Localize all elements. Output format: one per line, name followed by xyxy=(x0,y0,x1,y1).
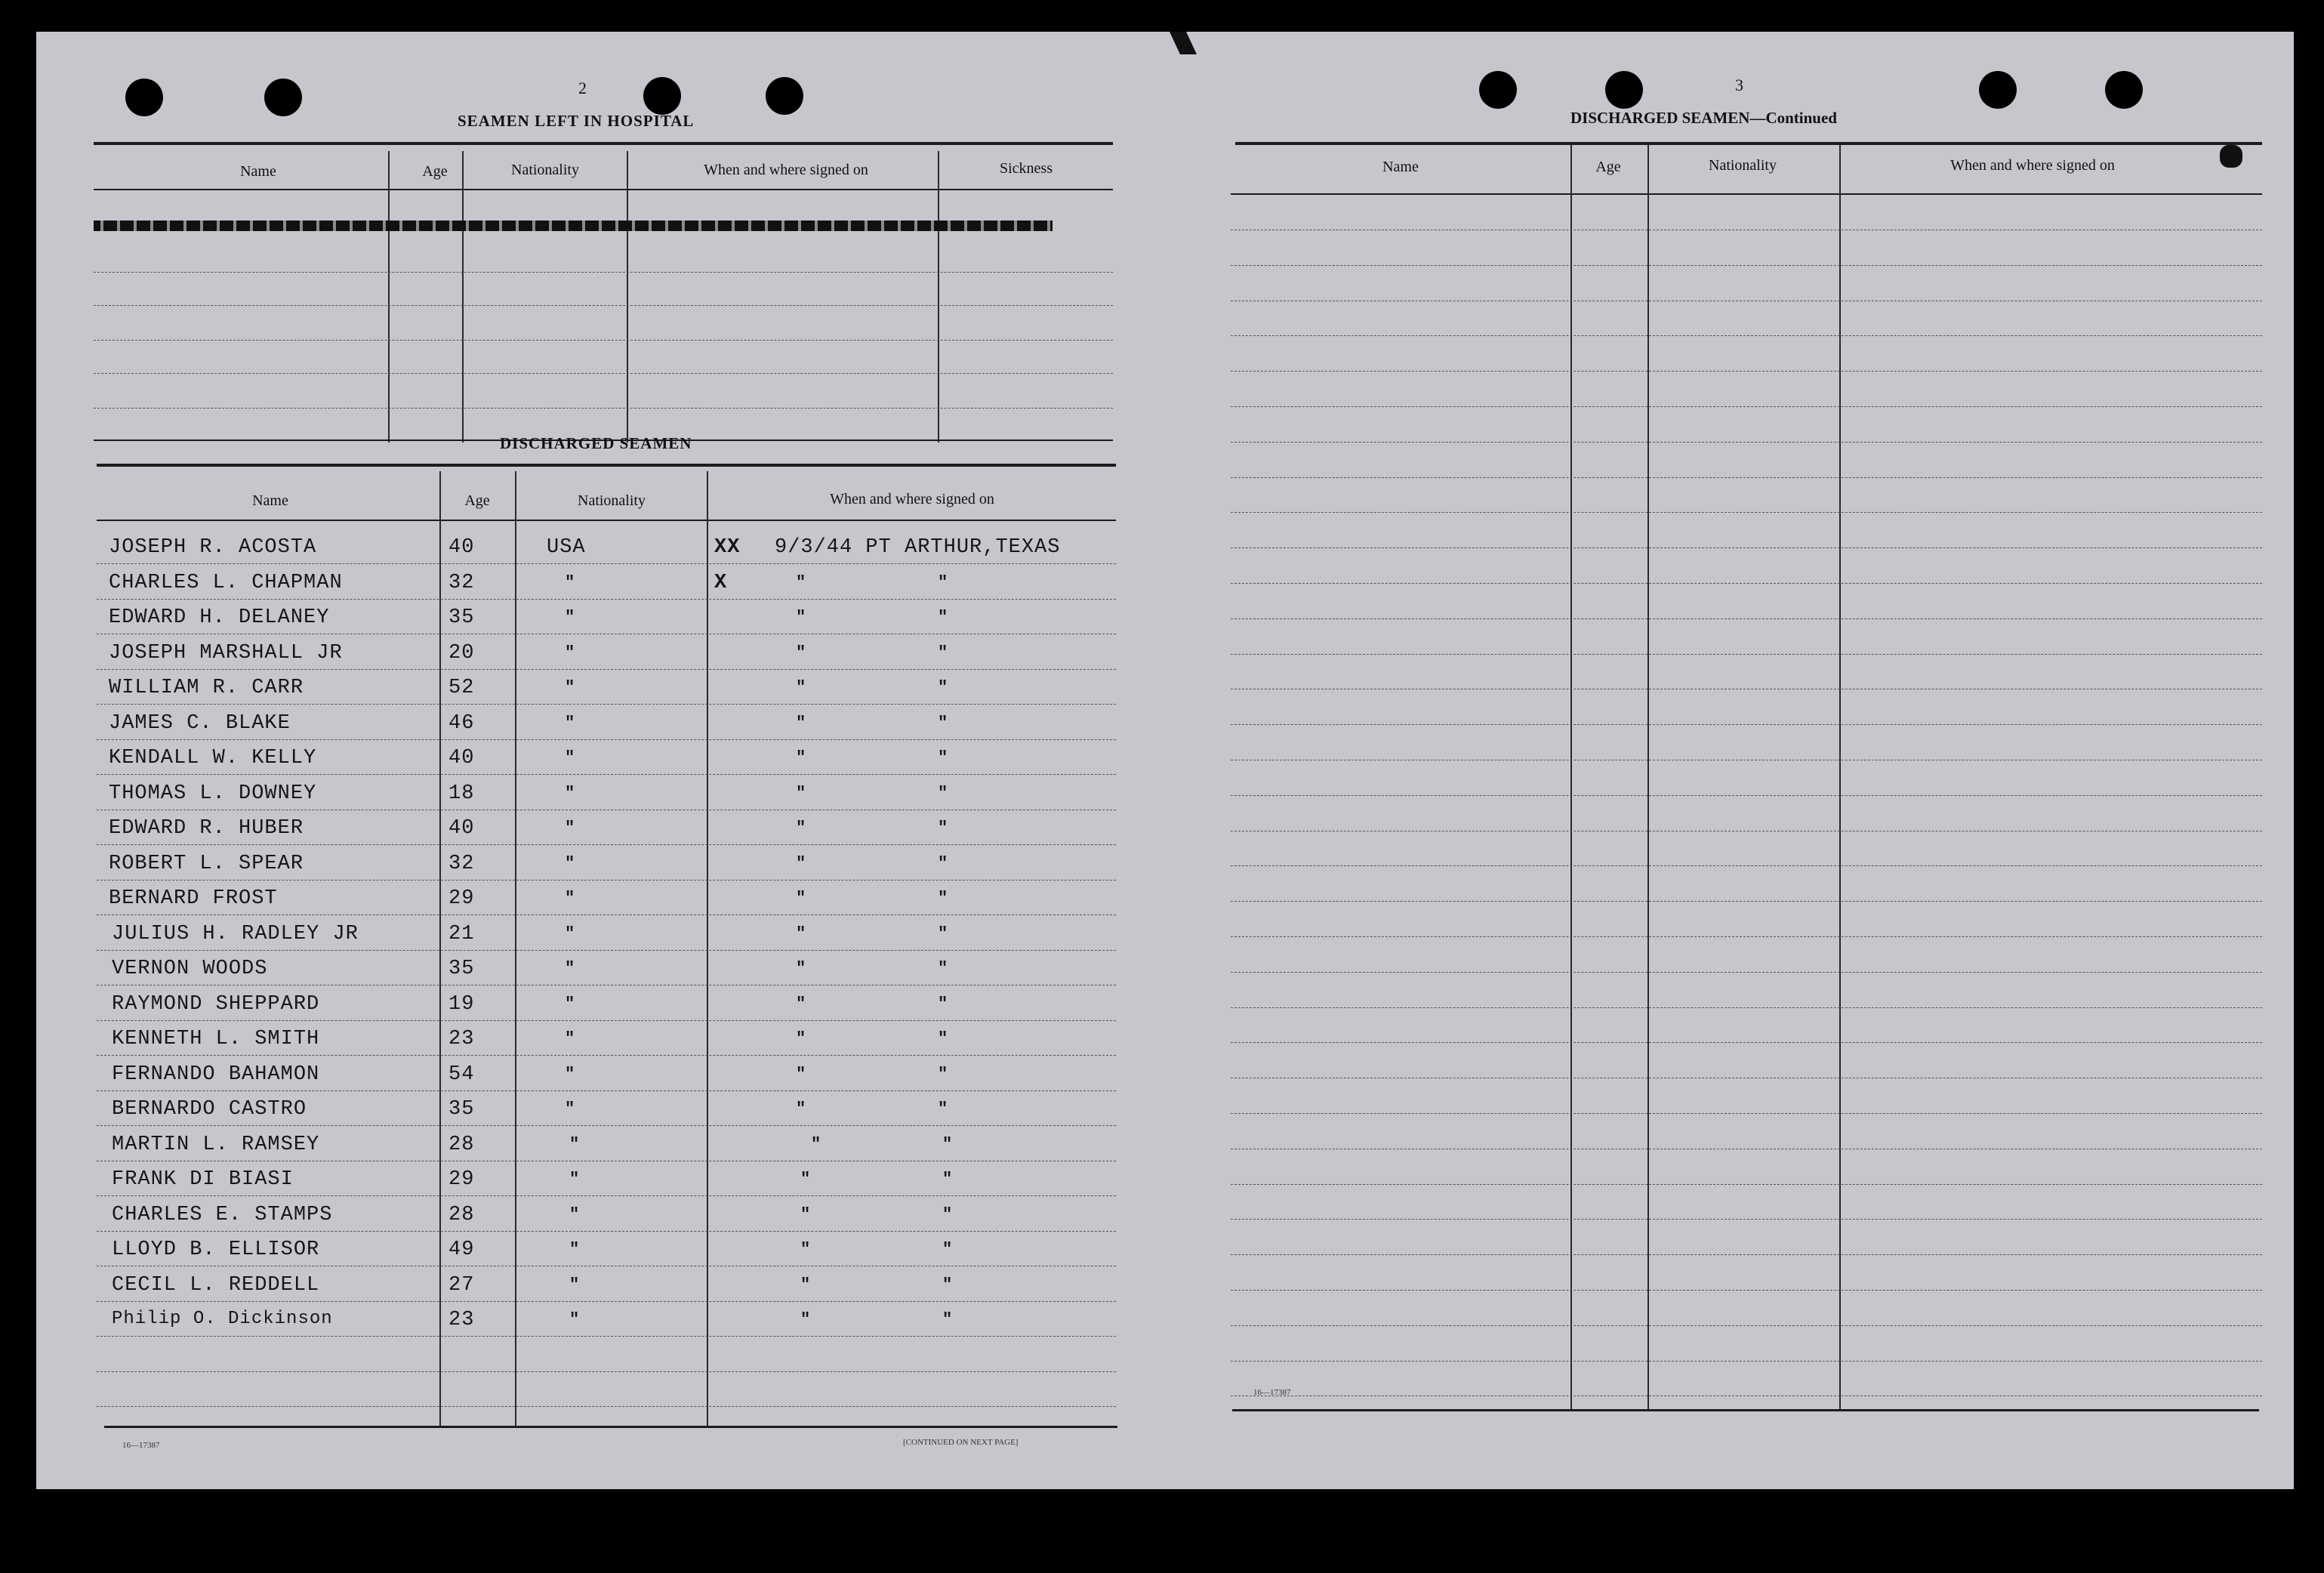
struck-out-line xyxy=(94,221,1053,231)
ditto-place: " xyxy=(938,1100,948,1118)
ditto-nationality: " xyxy=(565,924,575,943)
seaman-name: ROBERT L. SPEAR xyxy=(109,852,304,875)
ditto-date: " xyxy=(796,678,806,697)
row-line xyxy=(97,950,1116,951)
row-line xyxy=(1231,618,2262,619)
ditto-nationality: " xyxy=(565,819,575,837)
hospital-row-line xyxy=(94,340,1113,341)
row-line xyxy=(1231,901,2262,902)
seaman-age: 40 xyxy=(448,747,475,770)
row-line xyxy=(97,599,1116,600)
right-bottom-rule xyxy=(1232,1409,2259,1411)
seaman-age: 28 xyxy=(448,1203,475,1226)
discharged-divider xyxy=(439,471,441,1426)
ditto-date: " xyxy=(811,1134,821,1154)
ditto-nationality: " xyxy=(565,713,575,733)
ditto-date: " xyxy=(796,1100,806,1118)
seaman-name: VERNON WOODS xyxy=(112,958,268,980)
hospital-divider xyxy=(462,151,464,443)
ditto-date: " xyxy=(800,1275,811,1294)
row-line xyxy=(97,669,1116,670)
ditto-place: " xyxy=(938,748,948,767)
ditto-place: " xyxy=(938,572,948,592)
seaman-age: 29 xyxy=(448,887,475,910)
row-line xyxy=(1231,442,2262,443)
hospital-col-age: Age xyxy=(422,163,448,180)
ditto-place: " xyxy=(942,1134,953,1154)
ditto-place: " xyxy=(942,1310,953,1329)
seaman-name: EDWARD R. HUBER xyxy=(109,817,304,840)
seaman-age: 18 xyxy=(448,782,475,805)
ditto-place: " xyxy=(938,924,948,943)
row-line xyxy=(1231,724,2262,725)
row-line xyxy=(1231,477,2262,478)
struck-prefix: X xyxy=(714,571,728,594)
ditto-date: " xyxy=(800,1310,811,1329)
punch-hole xyxy=(1605,71,1643,109)
struck-prefix: XX xyxy=(714,536,741,559)
ditto-place: " xyxy=(938,678,948,697)
discharged-col-age: Age xyxy=(464,492,490,509)
right-section-title xyxy=(1570,109,1837,128)
ditto-nationality: " xyxy=(569,1134,580,1154)
seaman-age: 35 xyxy=(448,1098,475,1121)
ditto-nationality: " xyxy=(569,1240,580,1259)
row-line xyxy=(97,1231,1116,1232)
punch-hole xyxy=(1979,71,2017,109)
ditto-date: " xyxy=(796,819,806,837)
ditto-place: " xyxy=(938,819,948,837)
row-line xyxy=(1231,406,2262,407)
row-line xyxy=(97,563,1116,564)
discharged-top-rule xyxy=(97,464,1116,467)
right-title-suffix: —Continued xyxy=(1749,109,1837,127)
row-line xyxy=(1231,335,2262,336)
row-line xyxy=(1231,654,2262,655)
row-line xyxy=(1231,1290,2262,1291)
ditto-nationality: " xyxy=(565,889,575,908)
discharged-bottom-rule xyxy=(104,1426,1117,1428)
tear-mark xyxy=(1170,32,1197,54)
right-divider xyxy=(1647,145,1649,1411)
seaman-name: LLOYD B. ELLISOR xyxy=(112,1238,320,1261)
right-top-rule xyxy=(1235,142,2262,145)
seaman-age: 23 xyxy=(448,1309,475,1331)
seaman-name: Philip O. Dickinson xyxy=(112,1309,333,1329)
seaman-name: THOMAS L. DOWNEY xyxy=(109,782,317,805)
row-line xyxy=(97,880,1116,881)
seaman-age: 23 xyxy=(448,1028,475,1050)
ditto-place: " xyxy=(938,959,948,978)
ditto-place: " xyxy=(942,1275,953,1294)
row-line xyxy=(1231,936,2262,937)
ditto-date: " xyxy=(796,713,806,733)
punch-hole xyxy=(264,79,302,116)
ditto-nationality: " xyxy=(565,853,575,873)
ditto-nationality: " xyxy=(569,1310,580,1329)
discharged-col-name: Name xyxy=(252,492,288,509)
ditto-nationality: " xyxy=(569,1275,580,1294)
left-form-number: 16—17387 xyxy=(122,1441,160,1450)
ditto-nationality: " xyxy=(565,994,575,1013)
seaman-age: 40 xyxy=(448,536,475,559)
seaman-age: 52 xyxy=(448,677,475,699)
ditto-nationality: " xyxy=(565,959,575,978)
hospital-divider xyxy=(627,151,628,443)
seaman-name: KENNETH L. SMITH xyxy=(112,1028,320,1050)
right-title-main: DISCHARGED SEAMEN xyxy=(1570,109,1750,127)
row-line xyxy=(97,1020,1116,1021)
ditto-place: " xyxy=(942,1240,953,1259)
hospital-section-title: SEAMEN LEFT IN HOSPITAL xyxy=(458,112,695,130)
row-line xyxy=(97,1371,1116,1372)
seaman-age: 28 xyxy=(448,1133,475,1156)
row-line xyxy=(97,1301,1116,1302)
ditto-date: " xyxy=(800,1204,811,1224)
seaman-name: MARTIN L. RAMSEY xyxy=(112,1133,320,1156)
ditto-date: " xyxy=(796,853,806,873)
hospital-row-line xyxy=(94,373,1113,374)
right-divider xyxy=(1839,145,1841,1411)
ditto-date: " xyxy=(796,994,806,1013)
ditto-place: " xyxy=(938,1029,948,1048)
seaman-name: JULIUS H. RADLEY JR xyxy=(112,922,359,945)
hospital-col-name: Name xyxy=(240,163,276,180)
seaman-age: 20 xyxy=(448,641,475,665)
right-page-number: 3 xyxy=(1735,76,1743,94)
seaman-name: JOSEPH MARSHALL JR xyxy=(109,641,343,665)
ditto-date: " xyxy=(800,1240,811,1259)
right-divider xyxy=(1570,145,1572,1411)
ditto-nationality: " xyxy=(565,572,575,592)
seaman-age: 46 xyxy=(448,711,475,735)
row-line xyxy=(1231,1007,2262,1008)
row-line xyxy=(1231,1042,2262,1043)
ditto-nationality: " xyxy=(565,643,575,662)
ditto-nationality: " xyxy=(569,1204,580,1224)
hospital-col-signed-on: When and where signed on xyxy=(704,162,868,178)
discharged-col-nationality: Nationality xyxy=(578,492,646,509)
ditto-place: " xyxy=(938,713,948,733)
seaman-age: 32 xyxy=(448,571,475,594)
hospital-row-line xyxy=(94,305,1113,306)
ditto-place: " xyxy=(938,1064,948,1084)
discharged-header-rule xyxy=(97,520,1116,521)
seaman-name: CHARLES L. CHAPMAN xyxy=(109,571,343,594)
seaman-name: CECIL L. REDDELL xyxy=(112,1273,320,1297)
row-line xyxy=(97,739,1116,740)
hospital-col-nationality: Nationality xyxy=(511,162,579,178)
punch-hole xyxy=(125,79,163,116)
seaman-name: FRANK DI BIASI xyxy=(112,1168,294,1191)
row-line xyxy=(1231,1325,2262,1326)
row-line xyxy=(1231,265,2262,266)
seaman-signed-on: 9/3/44 PT ARTHUR,TEXAS xyxy=(775,536,1061,559)
seaman-name: JAMES C. BLAKE xyxy=(109,711,291,735)
row-line xyxy=(1231,1184,2262,1185)
ditto-date: " xyxy=(800,1170,811,1189)
row-line xyxy=(1231,1113,2262,1114)
ditto-nationality: " xyxy=(569,1170,580,1189)
seaman-age: 32 xyxy=(448,852,475,875)
row-line xyxy=(1231,795,2262,796)
seaman-age: 49 xyxy=(448,1238,475,1261)
punch-hole xyxy=(1479,71,1517,109)
row-line xyxy=(97,844,1116,845)
hospital-row-line xyxy=(94,408,1113,409)
right-form-number: 16—17387 xyxy=(1253,1388,1291,1397)
ditto-date: " xyxy=(796,959,806,978)
ditto-place: " xyxy=(938,608,948,627)
right-col-name: Name xyxy=(1382,159,1419,175)
continued-note: [CONTINUED ON NEXT PAGE] xyxy=(903,1438,1019,1447)
ditto-nationality: " xyxy=(565,608,575,627)
hospital-col-sickness: Sickness xyxy=(1000,160,1053,177)
ditto-date: " xyxy=(796,748,806,767)
right-header-rule xyxy=(1231,193,2262,195)
ditto-date: " xyxy=(796,1064,806,1084)
ditto-date: " xyxy=(796,572,806,592)
row-line xyxy=(1231,972,2262,973)
seaman-age: 29 xyxy=(448,1168,475,1191)
row-line xyxy=(1231,1254,2262,1255)
ditto-place: " xyxy=(938,643,948,662)
right-col-signed-on: When and where signed on xyxy=(1950,157,2115,174)
ditto-place: " xyxy=(942,1170,953,1189)
row-line xyxy=(97,1055,1116,1056)
seaman-age: 35 xyxy=(448,958,475,980)
ditto-nationality: " xyxy=(565,783,575,803)
ditto-nationality: " xyxy=(565,748,575,767)
right-col-age: Age xyxy=(1595,159,1621,175)
row-line xyxy=(1231,583,2262,584)
seaman-age: 21 xyxy=(448,922,475,945)
seaman-name: CHARLES E. STAMPS xyxy=(112,1203,333,1226)
ditto-date: " xyxy=(796,643,806,662)
seaman-name: FERNANDO BAHAMON xyxy=(112,1063,320,1086)
ditto-nationality: " xyxy=(565,1100,575,1118)
ditto-nationality: " xyxy=(565,1064,575,1084)
left-page-number: 2 xyxy=(578,79,587,97)
hospital-top-rule xyxy=(94,142,1113,145)
seaman-age: 27 xyxy=(448,1273,475,1297)
ditto-date: " xyxy=(796,889,806,908)
right-col-nationality: Nationality xyxy=(1709,157,1777,174)
row-line xyxy=(97,704,1116,705)
punch-hole xyxy=(643,77,681,115)
row-line xyxy=(97,914,1116,915)
punch-hole xyxy=(766,77,803,115)
row-line xyxy=(1231,865,2262,866)
ditto-place: " xyxy=(942,1204,953,1224)
ditto-place: " xyxy=(938,994,948,1013)
row-line xyxy=(97,1336,1116,1337)
seaman-name: WILLIAM R. CARR xyxy=(109,677,304,699)
seaman-age: 35 xyxy=(448,606,475,629)
ditto-date: " xyxy=(796,924,806,943)
document-sheet xyxy=(36,32,2294,1489)
row-line xyxy=(1231,1219,2262,1220)
ditto-nationality: " xyxy=(565,678,575,697)
seaman-age: 54 xyxy=(448,1063,475,1086)
discharged-col-signed-on: When and where signed on xyxy=(830,491,994,507)
seaman-name: JOSEPH R. ACOSTA xyxy=(109,536,317,559)
row-line xyxy=(1231,371,2262,372)
hospital-row-line xyxy=(94,272,1113,273)
ditto-date: " xyxy=(796,1029,806,1048)
punch-hole xyxy=(2105,71,2143,109)
ditto-place: " xyxy=(938,783,948,803)
discharged-divider xyxy=(707,471,708,1426)
row-line xyxy=(97,1125,1116,1126)
seaman-name: RAYMOND SHEPPARD xyxy=(112,992,320,1016)
seaman-name: EDWARD H. DELANEY xyxy=(109,606,330,629)
seaman-name: KENDALL W. KELLY xyxy=(109,747,317,770)
hospital-divider xyxy=(388,151,390,443)
row-line xyxy=(97,1406,1116,1407)
seaman-nationality: USA xyxy=(547,536,586,559)
discharged-section-title: DISCHARGED SEAMEN xyxy=(500,434,692,452)
seaman-age: 19 xyxy=(448,992,475,1016)
seaman-age: 40 xyxy=(448,817,475,840)
row-line xyxy=(97,1090,1116,1091)
discharged-divider xyxy=(515,471,516,1426)
ditto-date: " xyxy=(796,608,806,627)
row-line xyxy=(1231,1361,2262,1362)
row-line xyxy=(97,774,1116,775)
seaman-name: BERNARDO CASTRO xyxy=(112,1098,307,1121)
ditto-nationality: " xyxy=(565,1029,575,1048)
hospital-divider xyxy=(938,151,939,443)
ditto-place: " xyxy=(938,889,948,908)
seaman-name: BERNARD FROST xyxy=(109,887,278,910)
row-line xyxy=(1231,547,2262,548)
hospital-header-rule xyxy=(94,189,1113,190)
row-line xyxy=(1231,512,2262,513)
row-line xyxy=(97,1195,1116,1196)
ditto-place: " xyxy=(938,853,948,873)
ditto-date: " xyxy=(796,783,806,803)
